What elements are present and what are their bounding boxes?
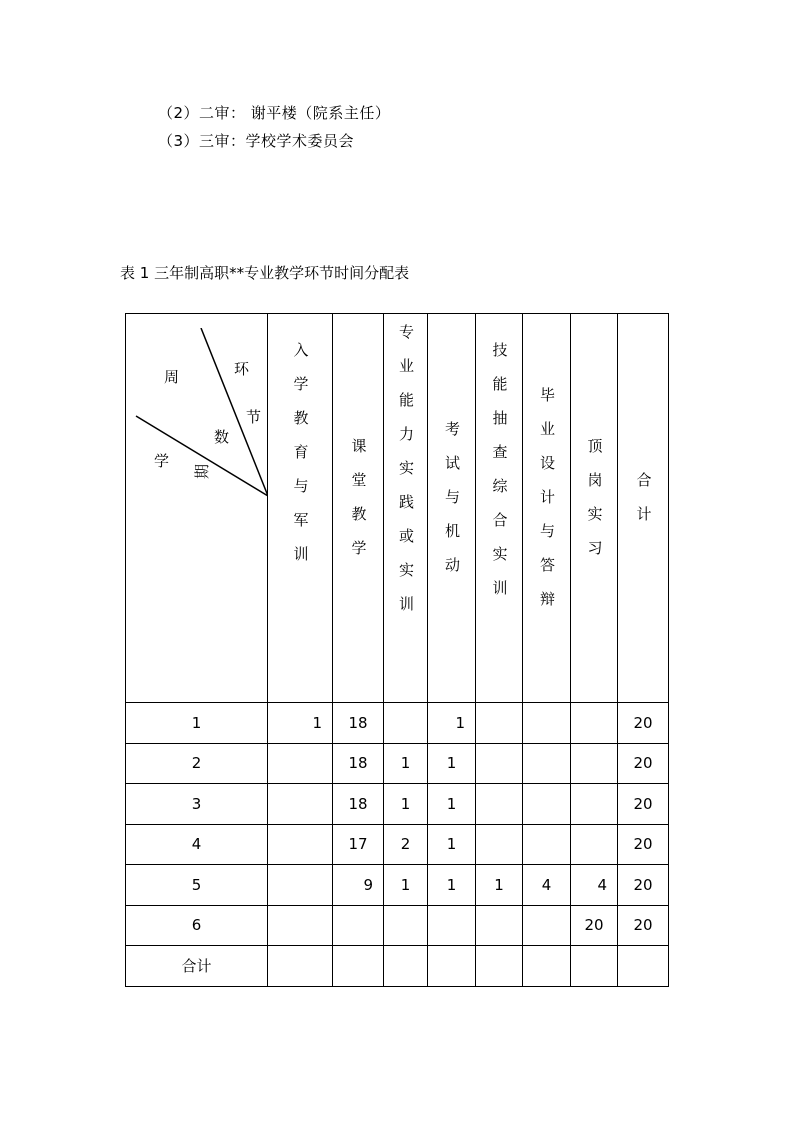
table-row: [126, 905, 669, 946]
table-cell: 18: [333, 784, 384, 825]
semester-cell: 合计: [126, 946, 268, 987]
table-cell: [523, 743, 571, 784]
corner-label-xue: 学: [154, 452, 170, 470]
table-cell: [476, 905, 523, 946]
col-header-exam: [428, 314, 476, 703]
table-cell: [384, 905, 428, 946]
table-cell: [428, 905, 476, 946]
table-cell: [571, 946, 618, 987]
corner-label-jie: 节: [246, 408, 262, 426]
table-cell: [268, 865, 333, 906]
corner-label-qi: 期: [193, 463, 212, 480]
diagonal-header: [126, 328, 267, 688]
table-cell: [268, 824, 333, 865]
table-cell: 18: [333, 703, 384, 744]
table-row: [126, 743, 669, 784]
table-cell: 20: [618, 703, 669, 744]
table-cell: 20: [571, 905, 618, 946]
table-cell: [476, 946, 523, 987]
col-header-graduation: [523, 314, 571, 703]
table-cell: [476, 703, 523, 744]
table-cell: 2: [384, 824, 428, 865]
table-cell: 9: [333, 865, 384, 906]
corner-header-cell: [126, 314, 268, 703]
semester-cell: 5: [126, 865, 268, 906]
col-header-skill-check: [476, 314, 523, 703]
table-cell: [571, 824, 618, 865]
col-header-classroom: [333, 314, 384, 703]
diagonal-lines: [126, 328, 268, 688]
table-cell: 4: [571, 865, 618, 906]
col-header-label: 课堂教学: [349, 438, 368, 574]
table-cell: 1: [384, 865, 428, 906]
table-cell: [268, 946, 333, 987]
table-cell: [268, 905, 333, 946]
table-cell: [333, 905, 384, 946]
table-cell: [384, 703, 428, 744]
col-header-label: 顶岗实习: [585, 438, 604, 574]
table-cell: 1: [428, 784, 476, 825]
table-cell: [523, 946, 571, 987]
col-header-label: 专业能力实践或实训: [397, 324, 415, 630]
table-cell: 1: [428, 824, 476, 865]
table-cell: 1: [384, 743, 428, 784]
table-cell: [523, 703, 571, 744]
table-cell: 1: [428, 865, 476, 906]
col-header-orientation: [268, 314, 333, 703]
table-cell: [333, 946, 384, 987]
table-row: [126, 824, 669, 865]
table-cell: 20: [618, 743, 669, 784]
corner-label-shu: 数: [214, 428, 230, 446]
semester-cell: 2: [126, 743, 268, 784]
table-cell: 1: [428, 743, 476, 784]
table-cell: [268, 784, 333, 825]
semester-cell: 4: [126, 824, 268, 865]
table-row: [126, 865, 669, 906]
table-cell: [523, 905, 571, 946]
corner-label-zhou: 周: [164, 368, 180, 386]
table-cell: 18: [333, 743, 384, 784]
table-cell: 20: [618, 784, 669, 825]
col-header-label: 技能抽查综合实训: [490, 342, 509, 614]
table-cell: 1: [476, 865, 523, 906]
corner-label-huan: 环: [234, 360, 250, 378]
table-row: [126, 946, 669, 987]
table-cell: 20: [618, 824, 669, 865]
table-cell: [571, 743, 618, 784]
col-header-label: 入学教育与军训: [291, 342, 310, 580]
table-cell: [268, 743, 333, 784]
table-cell: 20: [618, 905, 669, 946]
col-header-label: 毕业设计与答辩: [538, 387, 556, 625]
table-cell: 1: [384, 784, 428, 825]
semester-cell: 6: [126, 905, 268, 946]
table-row: [126, 703, 669, 744]
col-header-label: 考试与机动: [443, 421, 461, 591]
table-cell: [523, 824, 571, 865]
col-header-internship: [571, 314, 618, 703]
table-cell: [476, 743, 523, 784]
table-cell: 20: [618, 865, 669, 906]
table-cell: 4: [523, 865, 571, 906]
table-cell: 1: [428, 703, 476, 744]
semester-cell: 3: [126, 784, 268, 825]
table-cell: 1: [268, 703, 333, 744]
table-row: [126, 784, 669, 825]
table-caption: 表 1 三年制高职**专业教学环节时间分配表: [120, 264, 410, 282]
allocation-table: [125, 313, 669, 987]
table-cell: 17: [333, 824, 384, 865]
col-header-label: 合计: [634, 472, 653, 540]
col-header-practice: [384, 314, 428, 703]
table-cell: [384, 946, 428, 987]
table-cell: [618, 946, 669, 987]
col-header-total: [618, 314, 669, 703]
table-cell: [571, 703, 618, 744]
table-cell: [476, 824, 523, 865]
table-cell: [428, 946, 476, 987]
table-cell: [571, 784, 618, 825]
header-row: [126, 314, 669, 703]
review-line-3: （3）三审：学校学术委员会: [158, 132, 355, 150]
table-cell: [523, 784, 571, 825]
review-line-2: （2）二审： 谢平楼（院系主任）: [158, 104, 391, 122]
table-cell: [476, 784, 523, 825]
semester-cell: 1: [126, 703, 268, 744]
